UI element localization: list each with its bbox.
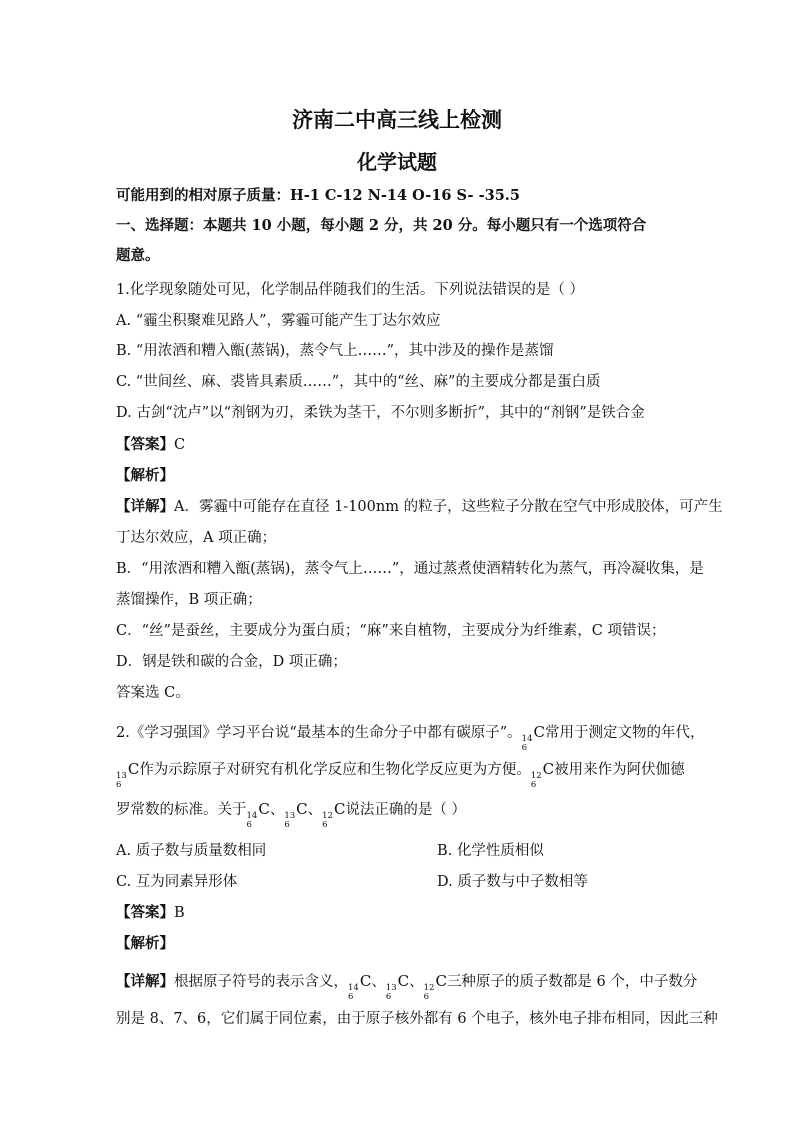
q2-answer xyxy=(116,903,185,923)
isotope-c13: 13 6 C xyxy=(284,800,308,830)
section1-instruction-line1: 一、选择题：本题共 10 小题，每小题 2 分，共 20 分。每小题只有一个选项符合 xyxy=(116,217,647,234)
q2-option-b: B. 化学性质相似 xyxy=(437,843,544,859)
answer-label: 【答案】 xyxy=(116,436,174,453)
q1-detail-line3: B．“用浓酒和糟入甑(蒸锅)，蒸令气上……”，通过蒸煮使酒精转化为蒸气，再冷凝收集，是 xyxy=(116,561,704,577)
atomic-masses-line: 可能用到的相对原子质量：H-1 C-12 N-14 O-16 S- -35.5 xyxy=(116,187,520,204)
school-title: 济南二中高三线上检测 xyxy=(292,107,502,132)
isotope-c12: 12 6 C xyxy=(423,972,447,1002)
q2-detail-part: 三种原子的质子数都是 6 个，中子数分 xyxy=(446,974,698,990)
q2-detail-line2: 别是 8、7、6，它们属于同位素，由于原子核外都有 6 个电子，核外电子排布相同，因此三种 xyxy=(116,1011,718,1027)
q2-stem-line3: 罗常数的标准。关于 14 6 C 、 13 6 C 、 12 6 C 说法正确的是（ ） xyxy=(116,800,467,830)
q1-detail-line1 xyxy=(116,497,723,517)
q1-option-c: C. “世间丝、麻、裘皆具素质……”，其中的“丝、麻”的主要成分都是蛋白质 xyxy=(116,374,601,390)
q1-detail-line6: D．钢是铁和碳的合金，D 项正确； xyxy=(116,654,347,670)
q1-answer xyxy=(116,435,185,455)
q2-stem-line1 xyxy=(116,722,705,753)
q2-options-row1 xyxy=(116,841,716,861)
q2-detail-line1: 【详解】根据原子符号的表示含义， 14 6 C 、 13 6 C 、 12 6 C 三种原子的质子数都是 6 个，中子数分 xyxy=(116,972,698,1002)
answer-value: C xyxy=(174,437,186,453)
isotope-c13: 13 6 C xyxy=(116,760,140,790)
answer-label: 【答案】 xyxy=(116,904,174,921)
isotope-c14: 14 6 C xyxy=(348,972,372,1002)
q1-option-a: A. “霾尘积聚难见路人”，雾霾可能产生丁达尔效应 xyxy=(116,313,441,329)
detail-label: 【详解】 xyxy=(116,498,174,515)
q2-stem-part: 罗常数的标准。关于 xyxy=(116,802,247,818)
q2-stem-line2 xyxy=(116,759,685,790)
q2-option-a: A. 质子数与质量数相同 xyxy=(116,843,267,859)
isotope-c13: 13 6 C xyxy=(385,972,410,1002)
analysis-label: 【解析】 xyxy=(116,935,174,952)
q1-detail-line2: 丁达尔效应，A 项正确； xyxy=(116,530,277,546)
q1-option-b: B. “用浓酒和糟入甑(蒸锅)，蒸令气上……”，其中涉及的操作是蒸馏 xyxy=(116,343,554,359)
detail-label: 【详解】 xyxy=(116,973,174,990)
q2-detail-part: 根据原子符号的表示含义， xyxy=(174,974,348,990)
q2-option-c: C. 互为同素异形体 xyxy=(116,874,238,890)
q1-analysis xyxy=(116,466,174,486)
detail-text: A．雾霾中可能存在直径 1-100nm 的粒子，这些粒子分散在空气中形成胶体，可产生 xyxy=(174,499,723,515)
subject-title: 化学试题 xyxy=(357,150,437,174)
q2-stem-part: 2.《学习强国》学习平台说“最基本的生命分子中都有碳原子”。 xyxy=(116,725,522,741)
isotope-c12: 12 6 C xyxy=(530,760,555,790)
q1-detail-line5: C．“丝”是蚕丝，主要成分为蛋白质；“麻”来自植物，主要成分为纤维素，C 项错误； xyxy=(116,623,666,639)
q2-stem-part: 被用来作为阿伏伽德 xyxy=(554,762,685,778)
q1-option-d: D. 古剑“沈卢”以“剂钢为刃，柔铁为茎干，不尔则多断折”，其中的“剂钢”是铁合金 xyxy=(116,405,645,421)
q2-stem-part: 常用于测定文物的年代， xyxy=(544,725,705,741)
answer-value: B xyxy=(174,905,185,921)
q2-analysis xyxy=(116,934,174,954)
q1-detail-line4: 蒸馏操作，B 项正确； xyxy=(116,592,262,608)
q1-detail-line7: 答案选 C。 xyxy=(116,685,190,701)
q2-option-d: D. 质子数与中子数相等 xyxy=(437,874,588,890)
q2-stem-part: 作为示踪原子对研究有机化学反应和生物化学反应更为方便。 xyxy=(139,762,531,778)
analysis-label: 【解析】 xyxy=(116,467,174,484)
section1-instruction-line2: 题意。 xyxy=(116,247,160,264)
isotope-c12: 12 6 C xyxy=(322,800,346,830)
q2-options-row2 xyxy=(116,872,716,892)
q1-stem: 1.化学现象随处可见，化学制品伴随我们的生活。下列说法错误的是（ ） xyxy=(116,282,584,298)
q2-stem-part: 说法正确的是（ ） xyxy=(345,802,467,818)
isotope-c14: 14 6 C xyxy=(521,723,545,753)
isotope-c14: 14 6 C xyxy=(246,800,270,830)
